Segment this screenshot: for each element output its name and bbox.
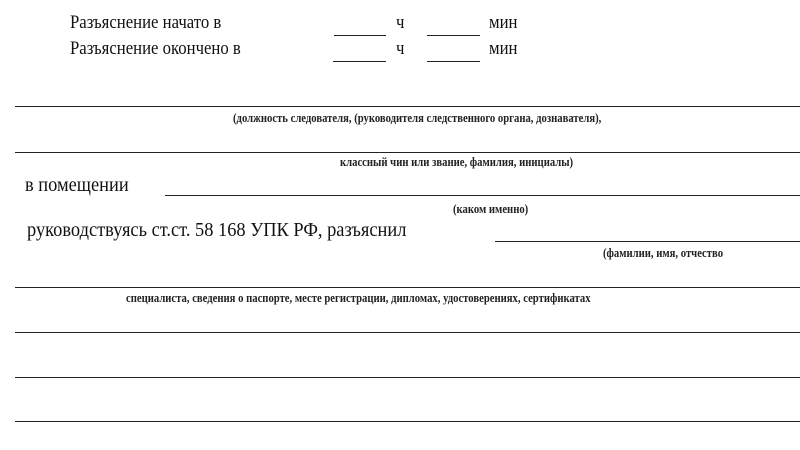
start-hours-field[interactable] xyxy=(334,35,386,36)
official-caption-2: классный чин или звание, фамилия, инициалы) xyxy=(340,154,574,169)
minutes-unit: мин xyxy=(489,12,518,33)
premises-label: в помещении xyxy=(25,174,129,196)
specialist-info-line-2[interactable] xyxy=(15,332,800,333)
hours-unit: ч xyxy=(396,38,405,59)
specialist-info-line-4[interactable] xyxy=(15,421,800,422)
official-field-line-2[interactable] xyxy=(15,152,800,153)
end-minutes-field[interactable] xyxy=(427,61,480,62)
specialist-info-caption: специалиста, сведения о паспорте, месте регистрации, дипломах, удостоверениях, сертификатах xyxy=(126,290,591,305)
end-hours-field[interactable] xyxy=(333,61,386,62)
premises-caption: (каком именно) xyxy=(453,201,529,216)
official-field-line-1[interactable] xyxy=(15,106,800,107)
minutes-unit: мин xyxy=(489,38,518,59)
specialist-info-line-1[interactable] xyxy=(15,287,800,288)
specialist-name-caption: (фамилии, имя, отчество xyxy=(603,245,724,260)
explained-label: руководствуясь ст.ст. 58 168 УПК РФ, разъяснил xyxy=(27,219,407,241)
specialist-name-field[interactable] xyxy=(495,241,800,242)
start-time-label: Разъяснение начато в xyxy=(70,12,222,33)
specialist-info-line-3[interactable] xyxy=(15,377,800,378)
hours-unit: ч xyxy=(396,12,405,33)
official-caption-1: (должность следователя, (руководителя следственного органа, дознавателя), xyxy=(233,110,602,125)
end-time-label: Разъяснение окончено в xyxy=(70,38,241,59)
premises-field[interactable] xyxy=(165,195,800,196)
start-minutes-field[interactable] xyxy=(427,35,480,36)
